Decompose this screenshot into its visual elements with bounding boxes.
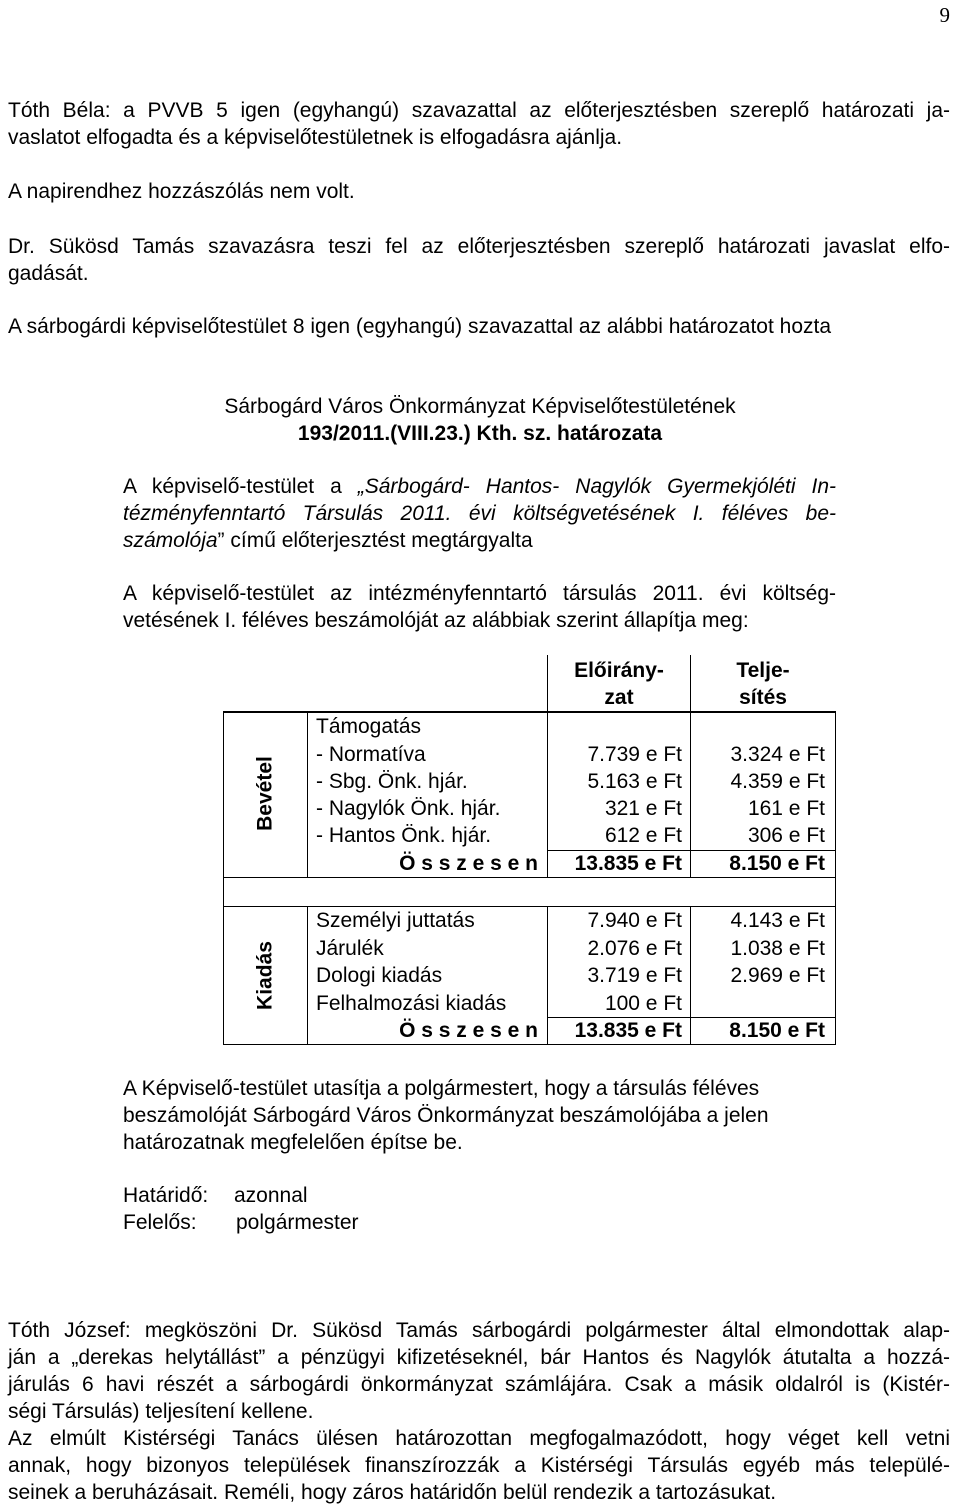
closing-line6: annak, hogy bizonyos települések finanszírozzák a Kistérségi Társulás egyéb más települé- — [8, 1454, 950, 1477]
table-row-label: - Sbg. Önk. hjár. — [316, 770, 468, 793]
resolution-heading-line1: Sárbogárd Város Önkormányzat Képviselőtestületének — [224, 395, 736, 418]
intro-p3-line2: gadását. — [8, 262, 89, 285]
table-row-planned: 7.739 e Ft — [587, 743, 682, 766]
table-rule — [307, 906, 308, 1045]
intro-p1-line1: Tóth Béla: a PVVB 5 igen (egyhangú) szavazattal az előterjesztésben szereplő határozati ja- — [8, 99, 950, 122]
intro-paragraph-4 — [8, 313, 950, 340]
table-row-planned: 5.163 e Ft — [587, 770, 682, 793]
instruction-line3: határozatnak megfelelően építse be. — [123, 1131, 463, 1154]
resolution-body1-line2: tézményfenntartó Társulás 2011. évi költségvetésének I. féléves be- — [123, 502, 836, 525]
resolution-heading-line2: 193/2011.(VIII.23.) Kth. sz. határozata — [297, 422, 663, 445]
income-total-planned: 13.835 e Ft — [574, 852, 682, 875]
resolution-heading — [0, 393, 960, 447]
side-label-expense: Kiadás — [253, 941, 277, 1010]
table-row-label: Járulék — [316, 937, 384, 960]
intro-paragraph-2 — [8, 178, 950, 205]
income-total-label: Ö s s z e s e n — [399, 852, 538, 875]
table-row-planned: 3.719 e Ft — [587, 964, 682, 987]
closing-line1: Tóth József: megköszöni Dr. Sükösd Tamás sárbogárdi polgármester által elmondottak alap- — [8, 1319, 950, 1342]
table-row-actual: 2.969 e Ft — [730, 964, 825, 987]
table-row-label: Felhalmozási kiadás — [316, 992, 507, 1015]
table-row-actual: 4.143 e Ft — [730, 909, 825, 932]
closing-line5: Az elmúlt Kistérségi Tanács ülésen határozottan megfogalmazódott, hogy véget kell vetni — [8, 1427, 950, 1450]
responsible-label: Felelős: — [123, 1211, 197, 1234]
table-rule — [223, 711, 836, 713]
deadline-row — [123, 1182, 308, 1209]
table-row-label: Dologi kiadás — [316, 964, 443, 987]
table-row-planned: 612 e Ft — [604, 824, 682, 847]
intro-p1-line2: vaslatot elfogadta és a képviselőtestületnek is elfogadásra ajánlja. — [8, 126, 623, 149]
table-rule — [223, 1044, 836, 1045]
table-rule — [223, 711, 224, 1045]
intro-p4-line: A sárbogárdi képviselőtestület 8 igen (egyhangú) szavazattal az alábbi határozatot hozta — [8, 315, 832, 338]
table-row-actual: 4.359 e Ft — [730, 770, 825, 793]
expense-total-label: Ö s s z e s e n — [399, 1019, 538, 1042]
closing-line4: ségi Társulás) teljesítení kellene. — [8, 1400, 314, 1423]
resolution-body1-line1: A képviselő-testület a „Sárbogárd- Hantos- Nagylók Gyermekjóléti In- — [123, 475, 837, 498]
deadline-value: azonnal — [234, 1184, 308, 1207]
side-label-income: Bevétel — [253, 756, 277, 831]
intro-paragraph-3 — [8, 233, 950, 287]
instruction-line2: beszámolóját Sárbogárd Város Önkormányzat beszámolójába a jelen — [123, 1104, 769, 1127]
resolution-body2-line1: A képviselő-testület az intézményfenntartó társulás 2011. évi költség- — [123, 582, 836, 605]
resolution-body1-line3: számolója” című előterjesztést megtárgyalta — [123, 529, 533, 552]
table-row-label: - Normatíva — [316, 743, 426, 766]
closing-line3: járulás 6 havi részét a sárbogárdi önkormányzat számlájára. Csak a másik oldalról is (Kistér- — [8, 1373, 950, 1396]
table-row-label: - Nagylók Önk. hjár. — [316, 797, 501, 820]
page-number: 9 — [939, 3, 950, 27]
intro-p2-line: A napirendhez hozzászólás nem volt. — [8, 180, 355, 203]
table-rule — [223, 877, 836, 878]
responsible-row — [123, 1209, 359, 1236]
closing-paragraph — [8, 1317, 950, 1506]
table-row-actual: 161 e Ft — [747, 797, 825, 820]
header-actual: Telje- sítés — [736, 659, 790, 709]
resolution-body-2 — [123, 580, 836, 634]
resolution-body-1 — [123, 473, 836, 554]
intro-p3-line1: Dr. Sükösd Tamás szavazásra teszi fel az előterjesztésben szereplő határozati javaslat elfo- — [8, 235, 950, 258]
table-rule — [307, 711, 308, 878]
table-row-planned: 7.940 e Ft — [587, 909, 682, 932]
intro-paragraph-1 — [8, 97, 950, 151]
table-row-actual: 3.324 e Ft — [730, 743, 825, 766]
expense-total-planned: 13.835 e Ft — [574, 1019, 682, 1042]
closing-line2: ján a „derekas helytállást” a pénzügyi kifizetéseknél, bár Hantos és Nagylók átutalta a hozzá- — [8, 1346, 950, 1369]
table-row-actual: 1.038 e Ft — [730, 937, 825, 960]
income-group-label: Támogatás — [316, 715, 422, 738]
instruction-paragraph — [123, 1075, 836, 1156]
responsible-value: polgármester — [236, 1211, 359, 1234]
instruction-line1: A Képviselő-testület utasítja a polgármestert, hogy a társulás féléves — [123, 1077, 760, 1100]
expense-total-actual: 8.150 e Ft — [729, 1019, 825, 1042]
resolution-body2-line2: vetésének I. féléves beszámolóját az alábbiak szerint állapítja meg: — [123, 609, 749, 632]
table-rule — [835, 711, 836, 1045]
deadline-label: Határidő: — [123, 1184, 209, 1207]
table-row-planned: 100 e Ft — [604, 992, 682, 1015]
table-row-planned: 321 e Ft — [604, 797, 682, 820]
table-row-label: - Hantos Önk. hjár. — [316, 824, 492, 847]
table-row-planned: 2.076 e Ft — [587, 937, 682, 960]
header-planned: Előirány- zat — [574, 659, 664, 709]
table-row-label: Személyi juttatás — [316, 909, 475, 932]
closing-line7: seinek a beruházásait. Reméli, hogy záros határidőn belül rendezik a tartozásukat. — [8, 1481, 777, 1504]
table-row-actual: 306 e Ft — [747, 824, 825, 847]
income-total-actual: 8.150 e Ft — [729, 852, 825, 875]
